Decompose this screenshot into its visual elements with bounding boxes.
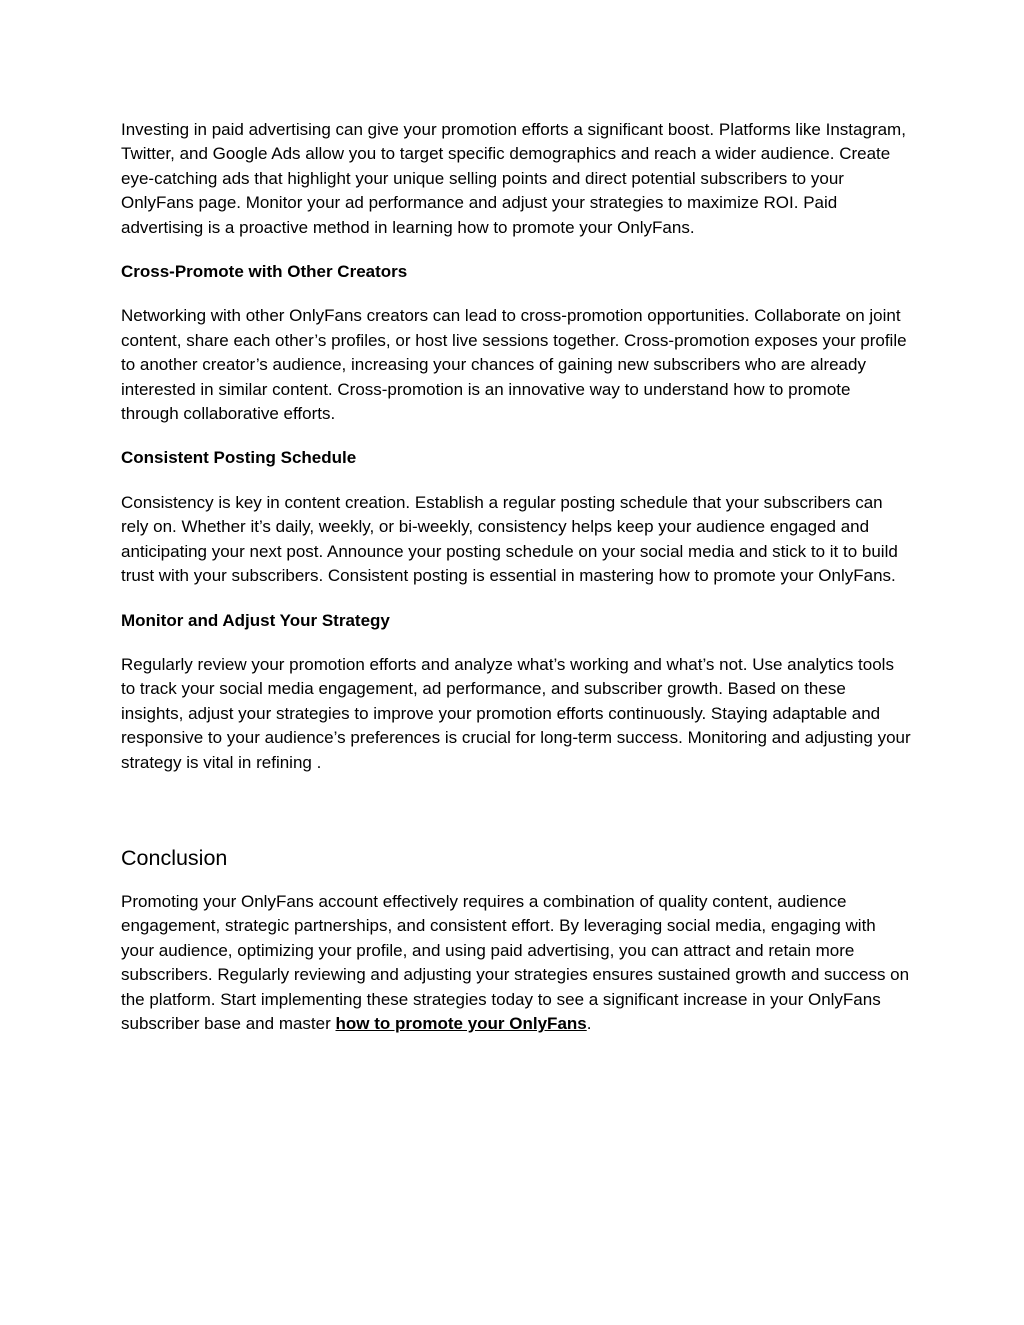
schedule-heading: Consistent Posting Schedule	[121, 448, 357, 468]
cross-promote-heading: Cross-Promote with Other Creators	[121, 262, 408, 282]
schedule-paragraph: Consistency is key in content creation. Establish a regular posting schedule that your subscribers can rely on. Whether it’s daily, weekly, or bi-weekly, consistency helps keep your audience engaged and anticipating your next post. Announce your posting schedule on your social media and stick to it to build trust with your subscribers. Consistent posting is essential in mastering how to promote your OnlyFans.	[121, 492, 898, 586]
conclusion-trailing-period: .	[586, 1013, 592, 1033]
conclusion-body-text: Promoting your OnlyFans account effectively requires a combination of quality content, audience engagement, strategic partnerships, and consistent effort. By leveraging social media, engaging with your audience, optimizing your profile, and using paid advertising, you can attract and retain more subscribers. Regularly reviewing and adjusting your strategies ensures sustained growth and success on the platform. Start implementing these strategies today to see a significant increase in your OnlyFans subscriber base and master	[121, 891, 910, 1033]
paid-ads-paragraph: Investing in paid advertising can give your promotion efforts a significant boost. Platforms like Instagram, Twitter, and Google Ads allow you to target specific demographics and reach a wider audience. Create eye-catching ads that highlight your unique selling points and direct potential subscribers to your OnlyFans page. Monitor your ad performance and adjust your strategies to maximize ROI. Paid advertising is a proactive method in learning how to promote your OnlyFans.	[121, 120, 906, 237]
monitor-heading: Monitor and Adjust Your Strategy	[121, 610, 390, 630]
conclusion-paragraph	[121, 890, 911, 1036]
cross-promote-paragraph: Networking with other OnlyFans creators can lead to cross-promotion opportunities. Collaborate on joint content, share each other’s profiles, or host live sessions together. Cross-promotion exposes your profile to another creator’s audience, increasing your chances of gaining new subscribers who are already interested in similar content. Cross-promotion is an innovative way to understand how to promote through collaborative efforts.	[121, 306, 907, 424]
monitor-paragraph: Regularly review your promotion efforts and analyze what’s working and what’s not. Use analytics tools to track your social media engagement, ad performance, and subscriber growth. Based on these insights, adjust your strategies to improve your promotion efforts continuously. Staying adaptable and responsive to your audience’s preferences is crucial for long-term success. Monitoring and adjusting your strategy is vital in refining .	[121, 654, 911, 772]
conclusion-heading: Conclusion	[121, 845, 228, 870]
document-page	[121, 118, 911, 1036]
promote-onlyfans-link[interactable]: how to promote your OnlyFans	[335, 1013, 587, 1033]
